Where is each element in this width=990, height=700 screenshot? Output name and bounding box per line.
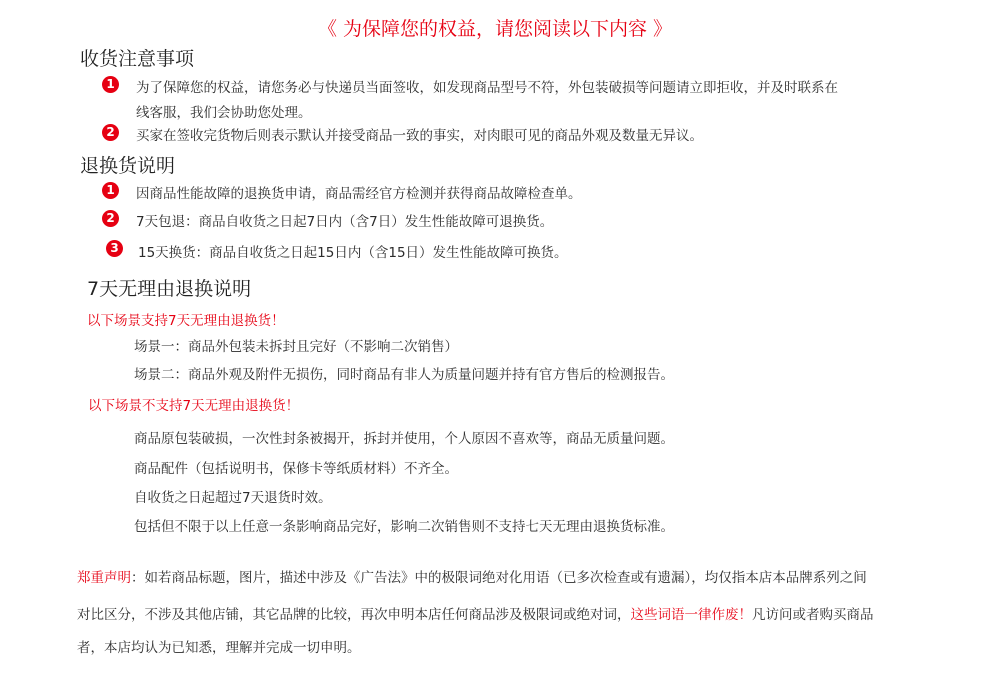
unsupported-item-1: 商品原包装破损，一次性封条被揭开，拆封并使用，个人原因不喜欢等，商品无质量问题。 [134, 431, 674, 447]
number-badge-1: 1 [102, 182, 119, 199]
unsupported-item-4: 包括但不限于以上任意一条影响商品完好，影响二次销售则不支持七天无理由退换货标准。 [134, 519, 674, 535]
number-badge-2: 2 [102, 210, 119, 227]
supported-item-1: 场景一：商品外包装未拆封且完好（不影响二次销售） [134, 339, 458, 355]
section-heading-receiving: 收货注意事项 [80, 48, 195, 70]
disclaimer-label: 郑重声明 [77, 570, 131, 586]
returns-item-3: 15天换货：商品自收货之日起15日内（含15日）发生性能故障可换货。 [138, 245, 568, 261]
disclaimer-line-3: 者，本店均认为已知悉，理解并完成一切申明。 [77, 640, 361, 656]
disclaimer-text-2b: 凡访问或者购买商品 [752, 607, 874, 623]
disclaimer-text-2a: 对比区分，不涉及其他店铺，其它品牌的比较，再次申明本店任何商品涉及极限词或绝对词， [77, 607, 631, 623]
number-badge-3: 3 [106, 240, 123, 257]
unsupported-heading: 以下场景不支持7天无理由退换货！ [88, 398, 300, 414]
section-heading-returns: 退换货说明 [80, 155, 176, 177]
receiving-item-1-line2: 线客服，我们会协助您处理。 [136, 105, 312, 121]
returns-item-2: 7天包退：商品自收货之日起7日内（含7日）发生性能故障可退换货。 [136, 214, 554, 230]
unsupported-item-2: 商品配件（包括说明书，保修卡等纸质材料）不齐全。 [134, 461, 458, 477]
returns-item-1: 因商品性能故障的退换货申请，商品需经官方检测并获得商品故障检查单。 [136, 186, 582, 202]
number-badge-2: 2 [102, 124, 119, 141]
disclaimer-void-notice: 这些词语一律作废！ [630, 607, 752, 623]
number-badge-1: 1 [102, 76, 119, 93]
supported-heading: 以下场景支持7天无理由退换货！ [87, 313, 285, 329]
unsupported-item-3: 自收货之日起超过7天退货时效。 [134, 490, 332, 506]
disclaimer-line-2 [77, 603, 874, 623]
receiving-item-2: 买家在签收完货物后则表示默认并接受商品一致的事实，对肉眼可见的商品外观及数量无异议。 [136, 128, 703, 144]
disclaimer-line-1 [77, 566, 867, 586]
disclaimer-text-1: ：如若商品标题，图片，描述中涉及《广告法》中的极限词绝对化用语（已多次检查或有遗漏），均仅指本店本品牌系列之间 [131, 570, 867, 586]
supported-item-2: 场景二：商品外观及附件无损伤，同时商品有非人为质量问题并持有官方售后的检测报告。 [134, 367, 674, 383]
page-title: 《 为保障您的权益，请您阅读以下内容 》 [317, 18, 673, 40]
section-heading-7day: 7天无理由退换说明 [87, 278, 252, 300]
receiving-item-1-line1: 为了保障您的权益，请您务必与快递员当面签收，如发现商品型号不符，外包装破损等问题请立即拒收，并及时联系在 [136, 80, 838, 96]
